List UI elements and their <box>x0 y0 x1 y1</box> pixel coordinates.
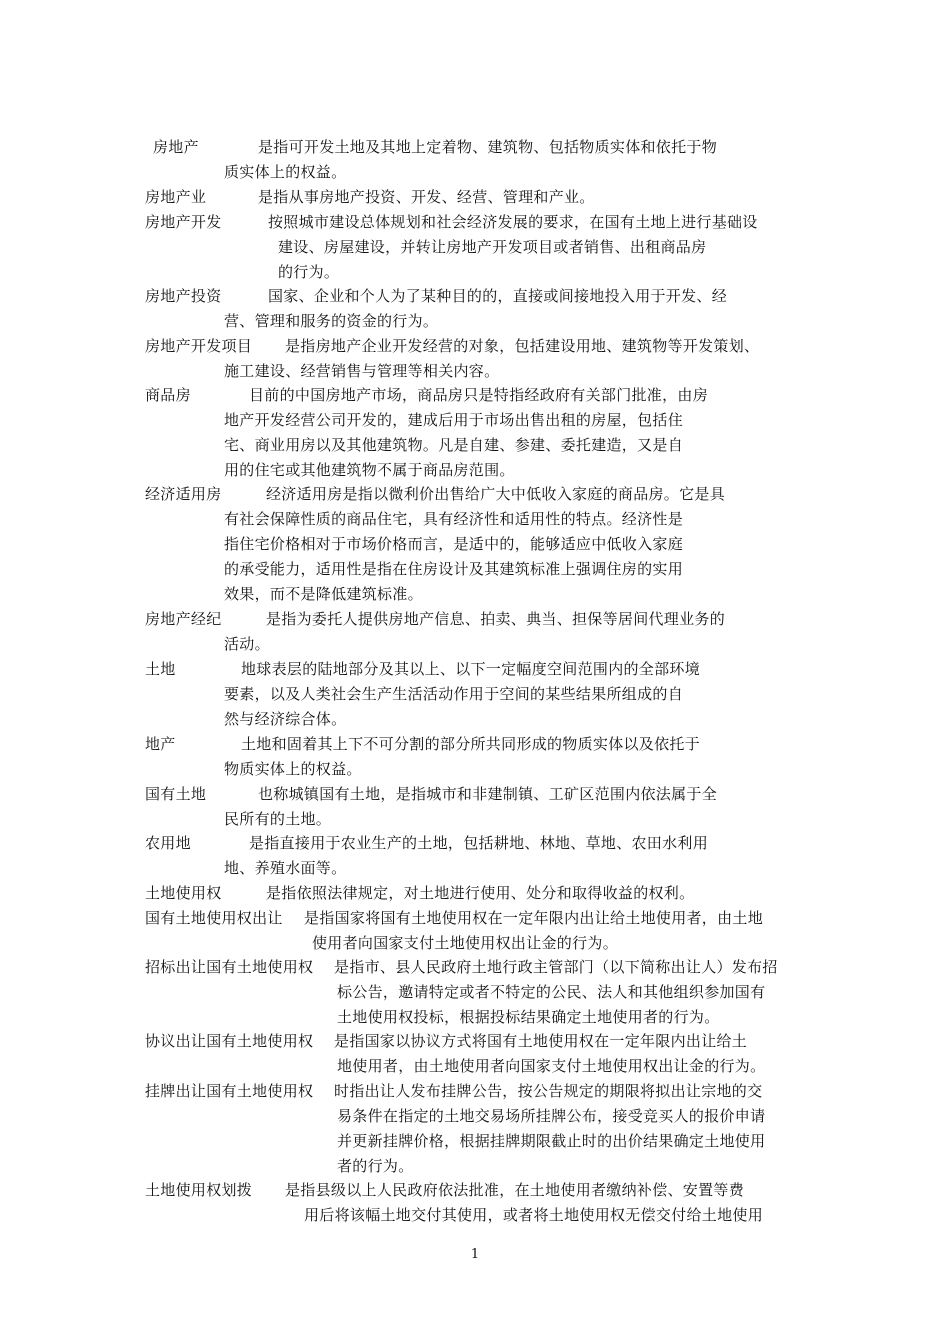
glossary-term: 商品房 <box>145 386 191 404</box>
glossary-term: 农用地 <box>145 834 191 852</box>
glossary-term: 挂牌出让国有土地使用权 <box>145 1082 314 1100</box>
definition-line: 是指县级以上人民政府依法批准，在土地使用者缴纳补偿、安置等费 <box>285 1181 745 1199</box>
definition-line: 是指为委托人提供房地产信息、拍卖、典当、担保等居间代理业务的 <box>266 610 726 628</box>
definition-line: 营、管理和服务的资金的行为。 <box>224 312 439 330</box>
definition-line: 易条件在指定的土地交易场所挂牌公布，接受竞买人的报价申请 <box>337 1107 766 1125</box>
glossary-term: 土地 <box>145 660 176 678</box>
definition-line: 有社会保障性质的商品住宅，具有经济性和适用性的特点。经济性是 <box>224 510 684 528</box>
definition-line: 时指出让人发布挂牌公告，按公告规定的期限将拟出让宗地的交 <box>334 1082 763 1100</box>
glossary-term: 地产 <box>145 735 176 753</box>
definition-line: 宅、商业用房以及其他建筑物。凡是自建、参建、委托建造，又是自 <box>224 436 684 454</box>
glossary-term: 招标出让国有土地使用权 <box>145 958 314 976</box>
definition-line: 用后将该幅土地交付其使用，或者将土地使用权无偿交付给土地使用 <box>304 1206 764 1224</box>
definition-line: 经济适用房是指以微利价出售给广大中低收入家庭的商品房。它是具 <box>266 485 726 503</box>
definition-line: 并更新挂牌价格，根据挂牌期限截止时的出价结果确定土地使用 <box>337 1132 766 1150</box>
definition-line: 按照城市建设总体规划和社会经济发展的要求，在国有土地上进行基础设 <box>268 213 758 231</box>
glossary-term: 房地产开发 <box>145 213 222 231</box>
definition-line: 的承受能力，适用性是指在住房设计及其建筑标准上强调住房的实用 <box>224 560 684 578</box>
definition-line: 者的行为。 <box>337 1157 414 1175</box>
definition-line: 地、养殖水面等。 <box>224 859 347 877</box>
glossary-term: 房地产投资 <box>145 287 222 305</box>
definition-line: 土地和固着其上下不可分割的部分所共同形成的物质实体以及依托于 <box>241 735 701 753</box>
glossary-term: 经济适用房 <box>145 485 222 503</box>
definition-line: 目前的中国房地产市场，商品房只是特指经政府有关部门批准，由房 <box>249 386 709 404</box>
page-number: 1 <box>470 1247 480 1262</box>
definition-line: 建设、房屋建设，并转让房地产开发项目或者销售、出租商品房 <box>278 238 707 256</box>
definition-line: 是指房地产企业开发经营的对象，包括建设用地、建筑物等开发策划、 <box>285 337 760 355</box>
glossary-term: 国有土地 <box>145 785 207 803</box>
definition-line: 地球表层的陆地部分及其以上、以下一定幅度空间范围内的全部环境 <box>241 660 701 678</box>
definition-line: 是指国家以协议方式将国有土地使用权在一定年限内出让给土 <box>334 1032 748 1050</box>
definition-line: 效果，而不是降低建筑标准。 <box>224 585 423 603</box>
definition-line: 民所有的土地。 <box>224 810 332 828</box>
definition-line: 地产开发经营公司开发的，建成后用于市场出售出租的房屋，包括住 <box>224 411 684 429</box>
definition-line: 施工建设、经营销售与管理等相关内容。 <box>224 362 500 380</box>
glossary-term: 房地产业 <box>145 188 207 206</box>
definition-line: 要素，以及人类社会生产生活活动作用于空间的某些结果所组成的自 <box>224 685 684 703</box>
definition-line: 是指国家将国有土地使用权在一定年限内出让给土地使用者，由土地 <box>304 909 764 927</box>
definition-line: 是指从事房地产投资、开发、经营、管理和产业。 <box>258 188 595 206</box>
definition-line: 也称城镇国有土地，是指城市和非建制镇、工矿区范围内依法属于全 <box>258 785 718 803</box>
glossary-term: 土地使用权划拨 <box>145 1181 253 1199</box>
definition-line: 质实体上的权益。 <box>224 163 347 181</box>
definition-line: 是指市、县人民政府土地行政主管部门（以下简称出让人）发布招 <box>334 958 778 976</box>
glossary-term: 协议出让国有土地使用权 <box>145 1032 314 1050</box>
definition-line: 使用者向国家支付土地使用权出让金的行为。 <box>312 934 619 952</box>
definition-line: 是指可开发土地及其地上定着物、建筑物、包括物质实体和依托于物 <box>258 138 718 156</box>
definition-line: 活动。 <box>224 635 270 653</box>
definition-line: 的行为。 <box>278 263 340 281</box>
glossary-term: 房地产开发项目 <box>145 337 253 355</box>
glossary-term: 国有土地使用权出让 <box>145 909 283 927</box>
definition-line: 物质实体上的权益。 <box>224 760 362 778</box>
definition-line: 是指依照法律规定，对土地进行使用、处分和取得收益的权利。 <box>266 884 695 902</box>
glossary-term: 房地产经纪 <box>145 610 222 628</box>
glossary-term: 房地产 <box>153 138 199 156</box>
definition-line: 国家、企业和个人为了某种目的的，直接或间接地投入用于开发、经 <box>268 287 728 305</box>
definition-line: 是指直接用于农业生产的土地，包括耕地、林地、草地、农田水利用 <box>249 834 709 852</box>
definition-line: 指住宅价格相对于市场价格而言，是适中的，能够适应中低收入家庭 <box>224 535 684 553</box>
definition-line: 土地使用权投标，根据投标结果确定土地使用者的行为。 <box>337 1008 720 1026</box>
definition-line: 用的住宅或其他建筑物不属于商品房范围。 <box>224 461 515 479</box>
definition-line: 然与经济综合体。 <box>224 710 347 728</box>
definition-line: 标公告，邀请特定或者不特定的公民、法人和其他组织参加国有 <box>337 983 766 1001</box>
glossary-term: 土地使用权 <box>145 884 222 902</box>
definition-line: 地使用者，由土地使用者向国家支付土地使用权出让金的行为。 <box>337 1057 766 1075</box>
